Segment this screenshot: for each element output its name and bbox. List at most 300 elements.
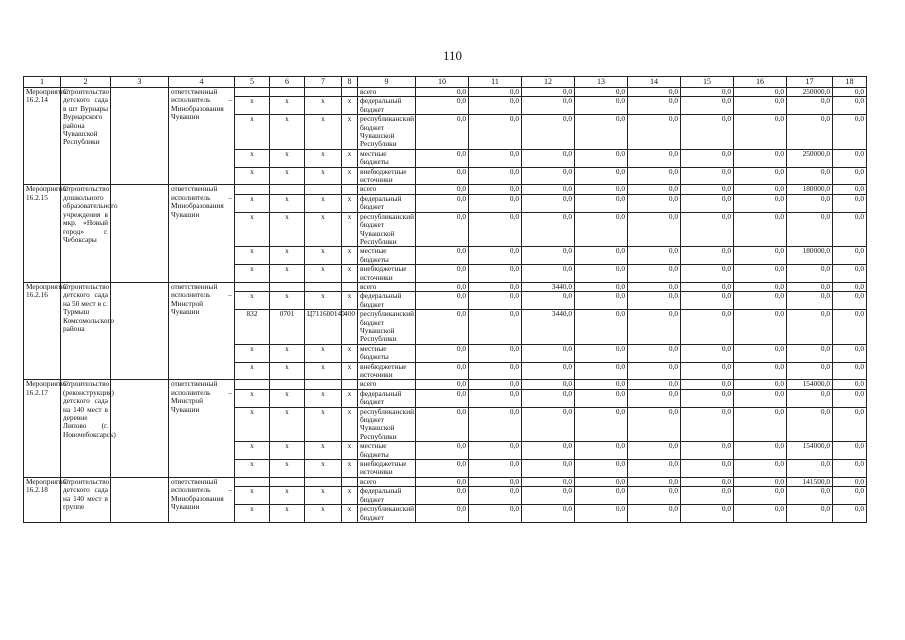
funding-source: всего [358, 282, 416, 291]
measure-code: Мероприятие 16.2.17 [24, 380, 61, 477]
budget-code-cell: x [235, 407, 270, 442]
value-cell: 0,0 [416, 115, 469, 150]
column-number-row [24, 77, 867, 88]
value-cell: 0,0 [575, 487, 628, 505]
value-cell: 0,0 [522, 380, 575, 389]
budget-code-cell: x [305, 149, 342, 167]
budget-code-cell: x [342, 407, 358, 442]
value-cell: 0,0 [469, 97, 522, 115]
budget-code-cell: x [342, 505, 358, 523]
page-number: 110 [442, 48, 463, 63]
value-cell: 0,0 [469, 487, 522, 505]
budget-code-cell: x [342, 194, 358, 212]
value-cell: 0,0 [681, 442, 734, 460]
budget-code-cell: x [235, 292, 270, 310]
value-cell: 0,0 [787, 362, 833, 380]
budget-code-cell: x [235, 442, 270, 460]
budget-code-cell: x [342, 247, 358, 265]
value-cell: 0,0 [681, 282, 734, 291]
value-cell: 0,0 [787, 167, 833, 185]
value-cell: 0,0 [833, 344, 867, 362]
value-cell: 0,0 [734, 212, 787, 247]
value-cell: 0,0 [575, 344, 628, 362]
value-cell: 0,0 [787, 292, 833, 310]
budget-code-cell: x [342, 149, 358, 167]
column-number: 2 [61, 77, 111, 88]
value-cell: 0,0 [734, 487, 787, 505]
column-number: 9 [358, 77, 416, 88]
value-cell: 0,0 [681, 247, 734, 265]
value-cell: 0,0 [469, 460, 522, 478]
budget-code-cell: x [270, 505, 305, 523]
value-cell: 0,0 [469, 389, 522, 407]
value-cell: 0,0 [833, 167, 867, 185]
budget-code-cell: x [270, 149, 305, 167]
column-number: 4 [169, 77, 235, 88]
budget-code-cell: x [235, 115, 270, 150]
value-cell: 0,0 [628, 362, 681, 380]
funding-source: всего [358, 185, 416, 194]
value-cell: 0,0 [628, 407, 681, 442]
value-cell: 0,0 [734, 442, 787, 460]
value-cell: 0,0 [575, 185, 628, 194]
table-row [24, 282, 867, 291]
budget-code-cell: x [342, 344, 358, 362]
column-number: 14 [628, 77, 681, 88]
value-cell: 0,0 [734, 310, 787, 345]
budget-code-cell [270, 185, 305, 194]
budget-code-cell: x [342, 97, 358, 115]
budget-code-cell: x [235, 167, 270, 185]
value-cell: 0,0 [833, 97, 867, 115]
funding-source: местные бюджеты [358, 247, 416, 265]
value-cell: 0,0 [469, 185, 522, 194]
value-cell: 0,0 [734, 265, 787, 283]
budget-code-cell: x [342, 265, 358, 283]
value-cell: 0,0 [522, 149, 575, 167]
value-cell: 0,0 [522, 362, 575, 380]
executor-cell: ответственный исполнитель – Минобразования Чувашии [169, 88, 235, 185]
value-cell: 0,0 [628, 442, 681, 460]
value-cell: 0,0 [416, 185, 469, 194]
value-cell: 0,0 [469, 194, 522, 212]
value-cell: 0,0 [522, 247, 575, 265]
table-row [24, 380, 867, 389]
value-cell: 0,0 [628, 265, 681, 283]
value-cell: 0,0 [734, 477, 787, 486]
column-number: 11 [469, 77, 522, 88]
budget-code-cell: x [235, 265, 270, 283]
funding-source: федеральный бюджет [358, 97, 416, 115]
budget-code-cell: x [342, 292, 358, 310]
value-cell: 0,0 [522, 88, 575, 97]
value-cell: 0,0 [681, 460, 734, 478]
value-cell: 0,0 [833, 212, 867, 247]
table-row [24, 185, 867, 194]
value-cell: 0,0 [681, 487, 734, 505]
budget-code-cell: x [270, 407, 305, 442]
value-cell: 0,0 [416, 265, 469, 283]
budget-code-cell: x [270, 292, 305, 310]
value-cell: 0,0 [575, 167, 628, 185]
funding-source: федеральный бюджет [358, 194, 416, 212]
budget-code-cell [342, 185, 358, 194]
value-cell: 3440,0 [522, 310, 575, 345]
budget-code-cell: x [270, 487, 305, 505]
value-cell: 0,0 [833, 407, 867, 442]
budget-code-cell: x [270, 115, 305, 150]
budget-code-cell: x [235, 149, 270, 167]
value-cell: 0,0 [575, 115, 628, 150]
funding-source: республиканский бюджет [358, 505, 416, 523]
budget-code-cell: x [235, 194, 270, 212]
value-cell: 0,0 [628, 460, 681, 478]
budget-code-cell: x [305, 115, 342, 150]
budget-code-cell: x [270, 212, 305, 247]
value-cell: 0,0 [628, 149, 681, 167]
budget-code-cell: x [305, 362, 342, 380]
value-cell: 0,0 [469, 407, 522, 442]
value-cell: 180000,0 [787, 185, 833, 194]
value-cell: 0,0 [833, 460, 867, 478]
budget-code-cell: x [270, 389, 305, 407]
budget-code-cell: x [305, 505, 342, 523]
value-cell: 0,0 [734, 292, 787, 310]
value-cell: 0,0 [575, 212, 628, 247]
value-cell: 0,0 [416, 212, 469, 247]
value-cell: 0,0 [522, 407, 575, 442]
value-cell: 0,0 [833, 292, 867, 310]
funding-source: внебюджетные источники [358, 362, 416, 380]
budget-code-cell: x [305, 212, 342, 247]
table-body [24, 77, 867, 523]
budget-code-cell [235, 185, 270, 194]
budget-code-cell: x [305, 265, 342, 283]
budget-code-cell: x [235, 344, 270, 362]
value-cell: 0,0 [681, 115, 734, 150]
value-cell: 0,0 [734, 380, 787, 389]
empty-cell [111, 380, 169, 477]
budget-code-cell: x [235, 460, 270, 478]
value-cell: 0,0 [734, 505, 787, 523]
funding-source: республиканский бюджет Чувашской Республики [358, 212, 416, 247]
value-cell: 0,0 [734, 282, 787, 291]
budget-code-cell: x [305, 292, 342, 310]
value-cell: 0,0 [833, 310, 867, 345]
value-cell: 0,0 [628, 212, 681, 247]
value-cell: 0,0 [681, 310, 734, 345]
empty-cell [111, 185, 169, 282]
budget-table [23, 76, 867, 523]
value-cell: 0,0 [522, 212, 575, 247]
budget-code-cell: x [305, 460, 342, 478]
value-cell: 0,0 [734, 247, 787, 265]
budget-code-cell: x [270, 167, 305, 185]
measure-code: Мероприятие 16.2.16 [24, 282, 61, 379]
table-row [24, 477, 867, 486]
value-cell: 0,0 [469, 505, 522, 523]
budget-code-cell: Ц711600140 [305, 310, 342, 345]
budget-code-cell: x [305, 194, 342, 212]
column-number: 8 [342, 77, 358, 88]
value-cell: 0,0 [416, 477, 469, 486]
value-cell: 0,0 [575, 149, 628, 167]
value-cell: 0,0 [575, 265, 628, 283]
budget-code-cell: x [235, 247, 270, 265]
funding-source: федеральный бюджет [358, 292, 416, 310]
measure-name: Строительство (реконструкция) детского сада на 140 мест в деревне Липово (г. Новочебоксарск) [61, 380, 111, 477]
measure-code: Мероприятие 16.2.15 [24, 185, 61, 282]
value-cell: 0,0 [416, 282, 469, 291]
value-cell: 0,0 [734, 167, 787, 185]
value-cell: 0,0 [734, 407, 787, 442]
value-cell: 0,0 [833, 265, 867, 283]
executor-cell: ответственный исполнитель – Минобразования Чувашии [169, 477, 235, 522]
column-number: 18 [833, 77, 867, 88]
value-cell: 0,0 [787, 310, 833, 345]
value-cell: 0,0 [469, 310, 522, 345]
value-cell: 0,0 [787, 212, 833, 247]
value-cell: 0,0 [575, 460, 628, 478]
value-cell: 0,0 [522, 442, 575, 460]
budget-code-cell: x [235, 487, 270, 505]
column-number: 1 [24, 77, 61, 88]
value-cell: 0,0 [681, 292, 734, 310]
value-cell: 0,0 [575, 505, 628, 523]
budget-code-cell: x [270, 247, 305, 265]
budget-code-cell: x [305, 442, 342, 460]
value-cell: 0,0 [416, 460, 469, 478]
measure-name: Строительство дошкольного образовательного учреждения в мкр. «Новый город» г. Чебоксары [61, 185, 111, 282]
value-cell: 0,0 [416, 389, 469, 407]
budget-code-cell: x [342, 442, 358, 460]
value-cell: 0,0 [628, 310, 681, 345]
value-cell: 0,0 [416, 149, 469, 167]
value-cell: 0,0 [469, 362, 522, 380]
value-cell: 0,0 [681, 149, 734, 167]
measure-name: Строительство детского сада на 50 мест в с. Турмыш Комсомольского района [61, 282, 111, 379]
empty-cell [111, 282, 169, 379]
value-cell: 3440,0 [522, 282, 575, 291]
value-cell: 0,0 [522, 185, 575, 194]
value-cell: 0,0 [628, 247, 681, 265]
value-cell: 0,0 [787, 460, 833, 478]
value-cell: 0,0 [469, 282, 522, 291]
measure-code: Мероприятие 16.2.18 [24, 477, 61, 522]
value-cell: 0,0 [469, 167, 522, 185]
value-cell: 0,0 [681, 505, 734, 523]
value-cell: 0,0 [787, 344, 833, 362]
value-cell: 0,0 [628, 505, 681, 523]
value-cell: 0,0 [522, 265, 575, 283]
value-cell: 0,0 [833, 194, 867, 212]
value-cell: 0,0 [469, 344, 522, 362]
funding-source: республиканский бюджет Чувашской Республики [358, 310, 416, 345]
budget-code-cell [342, 380, 358, 389]
budget-code-cell: x [342, 487, 358, 505]
value-cell: 0,0 [575, 292, 628, 310]
value-cell: 0,0 [469, 212, 522, 247]
value-cell: 0,0 [833, 487, 867, 505]
budget-code-cell: x [270, 194, 305, 212]
value-cell: 0,0 [416, 310, 469, 345]
value-cell: 0,0 [734, 115, 787, 150]
budget-code-cell [305, 185, 342, 194]
value-cell: 0,0 [575, 407, 628, 442]
budget-code-cell: x [270, 97, 305, 115]
value-cell: 0,0 [681, 389, 734, 407]
value-cell: 0,0 [734, 460, 787, 478]
column-number: 7 [305, 77, 342, 88]
funding-source: местные бюджеты [358, 344, 416, 362]
value-cell: 0,0 [522, 115, 575, 150]
budget-code-cell: x [305, 247, 342, 265]
value-cell: 0,0 [575, 97, 628, 115]
funding-source: республиканский бюджет Чувашской Республики [358, 407, 416, 442]
value-cell: 0,0 [469, 115, 522, 150]
value-cell: 0,0 [416, 292, 469, 310]
value-cell: 0,0 [681, 88, 734, 97]
value-cell: 0,0 [833, 115, 867, 150]
budget-code-cell: 0701 [270, 310, 305, 345]
budget-code-cell [235, 380, 270, 389]
value-cell: 0,0 [734, 149, 787, 167]
funding-source: внебюджетные источники [358, 265, 416, 283]
value-cell: 0,0 [416, 380, 469, 389]
value-cell: 0,0 [416, 88, 469, 97]
executor-cell: ответственный исполнитель – Минстрой Чувашии [169, 380, 235, 477]
value-cell: 0,0 [522, 389, 575, 407]
value-cell: 0,0 [833, 389, 867, 407]
value-cell: 0,0 [681, 477, 734, 486]
value-cell: 0,0 [575, 88, 628, 97]
value-cell: 0,0 [681, 344, 734, 362]
value-cell: 0,0 [628, 380, 681, 389]
value-cell: 0,0 [833, 149, 867, 167]
budget-code-cell: x [342, 362, 358, 380]
value-cell: 0,0 [575, 362, 628, 380]
value-cell: 0,0 [734, 344, 787, 362]
value-cell: 0,0 [833, 247, 867, 265]
column-number: 17 [787, 77, 833, 88]
value-cell: 0,0 [469, 292, 522, 310]
value-cell: 0,0 [734, 362, 787, 380]
value-cell: 0,0 [469, 265, 522, 283]
value-cell: 0,0 [522, 97, 575, 115]
value-cell: 0,0 [522, 292, 575, 310]
column-number: 6 [270, 77, 305, 88]
value-cell: 0,0 [833, 88, 867, 97]
budget-code-cell: x [342, 115, 358, 150]
budget-code-cell: x [342, 389, 358, 407]
funding-source: внебюджетные источники [358, 167, 416, 185]
budget-code-cell: x [305, 167, 342, 185]
column-number: 15 [681, 77, 734, 88]
measure-name: Строительство детского сада на 140 мест в группе [61, 477, 111, 522]
budget-code-cell: x [305, 344, 342, 362]
value-cell: 0,0 [734, 185, 787, 194]
value-cell: 154000,0 [787, 442, 833, 460]
value-cell: 0,0 [416, 505, 469, 523]
value-cell: 0,0 [833, 505, 867, 523]
value-cell: 0,0 [833, 380, 867, 389]
funding-source: всего [358, 380, 416, 389]
value-cell: 0,0 [628, 185, 681, 194]
value-cell: 0,0 [416, 362, 469, 380]
value-cell: 0,0 [416, 194, 469, 212]
value-cell: 0,0 [833, 477, 867, 486]
value-cell: 0,0 [628, 167, 681, 185]
value-cell: 0,0 [628, 292, 681, 310]
measure-name: Строительство детского сада в шт Вурнары Вурнарского района Чувашской Республики [61, 88, 111, 185]
funding-source: внебюджетные источники [358, 460, 416, 478]
value-cell: 0,0 [575, 247, 628, 265]
budget-code-cell: x [270, 442, 305, 460]
value-cell: 0,0 [575, 380, 628, 389]
value-cell: 0,0 [416, 344, 469, 362]
value-cell: 0,0 [787, 265, 833, 283]
budget-code-cell: 400 [342, 310, 358, 345]
funding-source: всего [358, 88, 416, 97]
value-cell: 0,0 [787, 389, 833, 407]
value-cell: 0,0 [681, 97, 734, 115]
value-cell: 0,0 [628, 477, 681, 486]
value-cell: 0,0 [681, 167, 734, 185]
value-cell: 0,0 [469, 442, 522, 460]
budget-code-cell: x [305, 97, 342, 115]
value-cell: 250000,0 [787, 88, 833, 97]
column-number: 12 [522, 77, 575, 88]
value-cell: 154000,0 [787, 380, 833, 389]
measure-code: Мероприятие 16.2.14 [24, 88, 61, 185]
empty-cell [111, 477, 169, 522]
value-cell: 0,0 [734, 88, 787, 97]
value-cell: 0,0 [469, 477, 522, 486]
value-cell: 0,0 [575, 389, 628, 407]
value-cell: 0,0 [522, 167, 575, 185]
funding-source: местные бюджеты [358, 149, 416, 167]
budget-code-cell: x [235, 212, 270, 247]
executor-cell: ответственный исполнитель – Минстрой Чувашии [169, 282, 235, 379]
funding-source: местные бюджеты [358, 442, 416, 460]
value-cell: 250000,0 [787, 149, 833, 167]
value-cell: 180000,0 [787, 247, 833, 265]
value-cell: 0,0 [787, 487, 833, 505]
value-cell: 0,0 [575, 477, 628, 486]
executor-cell: ответственный исполнитель – Минобразования Чувашии [169, 185, 235, 282]
value-cell: 0,0 [522, 505, 575, 523]
funding-source: республиканский бюджет Чувашской Республики [358, 115, 416, 150]
value-cell: 0,0 [522, 487, 575, 505]
budget-code-cell: x [270, 460, 305, 478]
empty-cell [111, 88, 169, 185]
value-cell: 0,0 [681, 265, 734, 283]
value-cell: 0,0 [416, 487, 469, 505]
value-cell: 0,0 [416, 167, 469, 185]
budget-code-cell: x [270, 265, 305, 283]
column-number: 16 [734, 77, 787, 88]
value-cell: 0,0 [681, 185, 734, 194]
value-cell: 141500,0 [787, 477, 833, 486]
budget-code-cell: x [270, 362, 305, 380]
value-cell: 0,0 [787, 407, 833, 442]
budget-code-cell: x [270, 344, 305, 362]
column-number: 3 [111, 77, 169, 88]
budget-code-cell [270, 380, 305, 389]
value-cell: 0,0 [681, 194, 734, 212]
value-cell: 0,0 [787, 194, 833, 212]
budget-code-cell: x [235, 389, 270, 407]
